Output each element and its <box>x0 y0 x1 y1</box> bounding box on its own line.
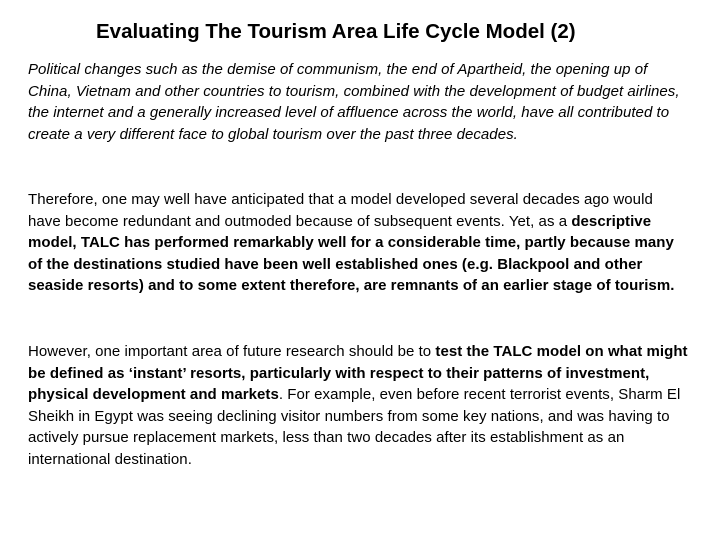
paragraph-talc-performance-bold: descriptive model, TALC has performed remarkably well for a considerable time, partly because many of the destinations studied have been well established ones (e.g. Blackpool and other seaside resorts) and to some extent therefore, are remnants of an earlier stage of tourism. <box>28 212 675 295</box>
paragraph-political-changes: Political changes such as the demise of communism, the end of Apartheid, the opening up of China, Vietnam and other countries to tourism, combined with the development of budget airlines, the internet and a generally increased level of affluence across the world, have all contributed to create a very different face to global tourism over the past three decades. <box>28 61 680 143</box>
paragraph-future-research-intro: However, one important area of future research should be to <box>28 343 436 360</box>
paragraph-future-research-bold: test the TALC model on what might be defined as ‘instant’ resorts, particularly with respect to their patterns of investment, physical development and markets <box>28 343 688 404</box>
paragraph-future-research <box>28 341 688 471</box>
paragraph-talc-performance-text: Therefore, one may well have anticipated that a model developed several decades ago would have become redundant and outmoded because of subsequent events. Yet, as a <box>28 191 653 230</box>
paragraph-future-research-example: . For example, even before recent terrorist events, Sharm El Sheikh in Egypt was seeing declining visitor numbers from some key nations, and was having to actively pursue replacement markets, less than two decades after its establishment as an international destination. <box>28 386 681 468</box>
paragraph-talc-performance <box>28 189 688 297</box>
slide-title: Evaluating The Tourism Area Life Cycle Model (2) <box>96 20 576 43</box>
